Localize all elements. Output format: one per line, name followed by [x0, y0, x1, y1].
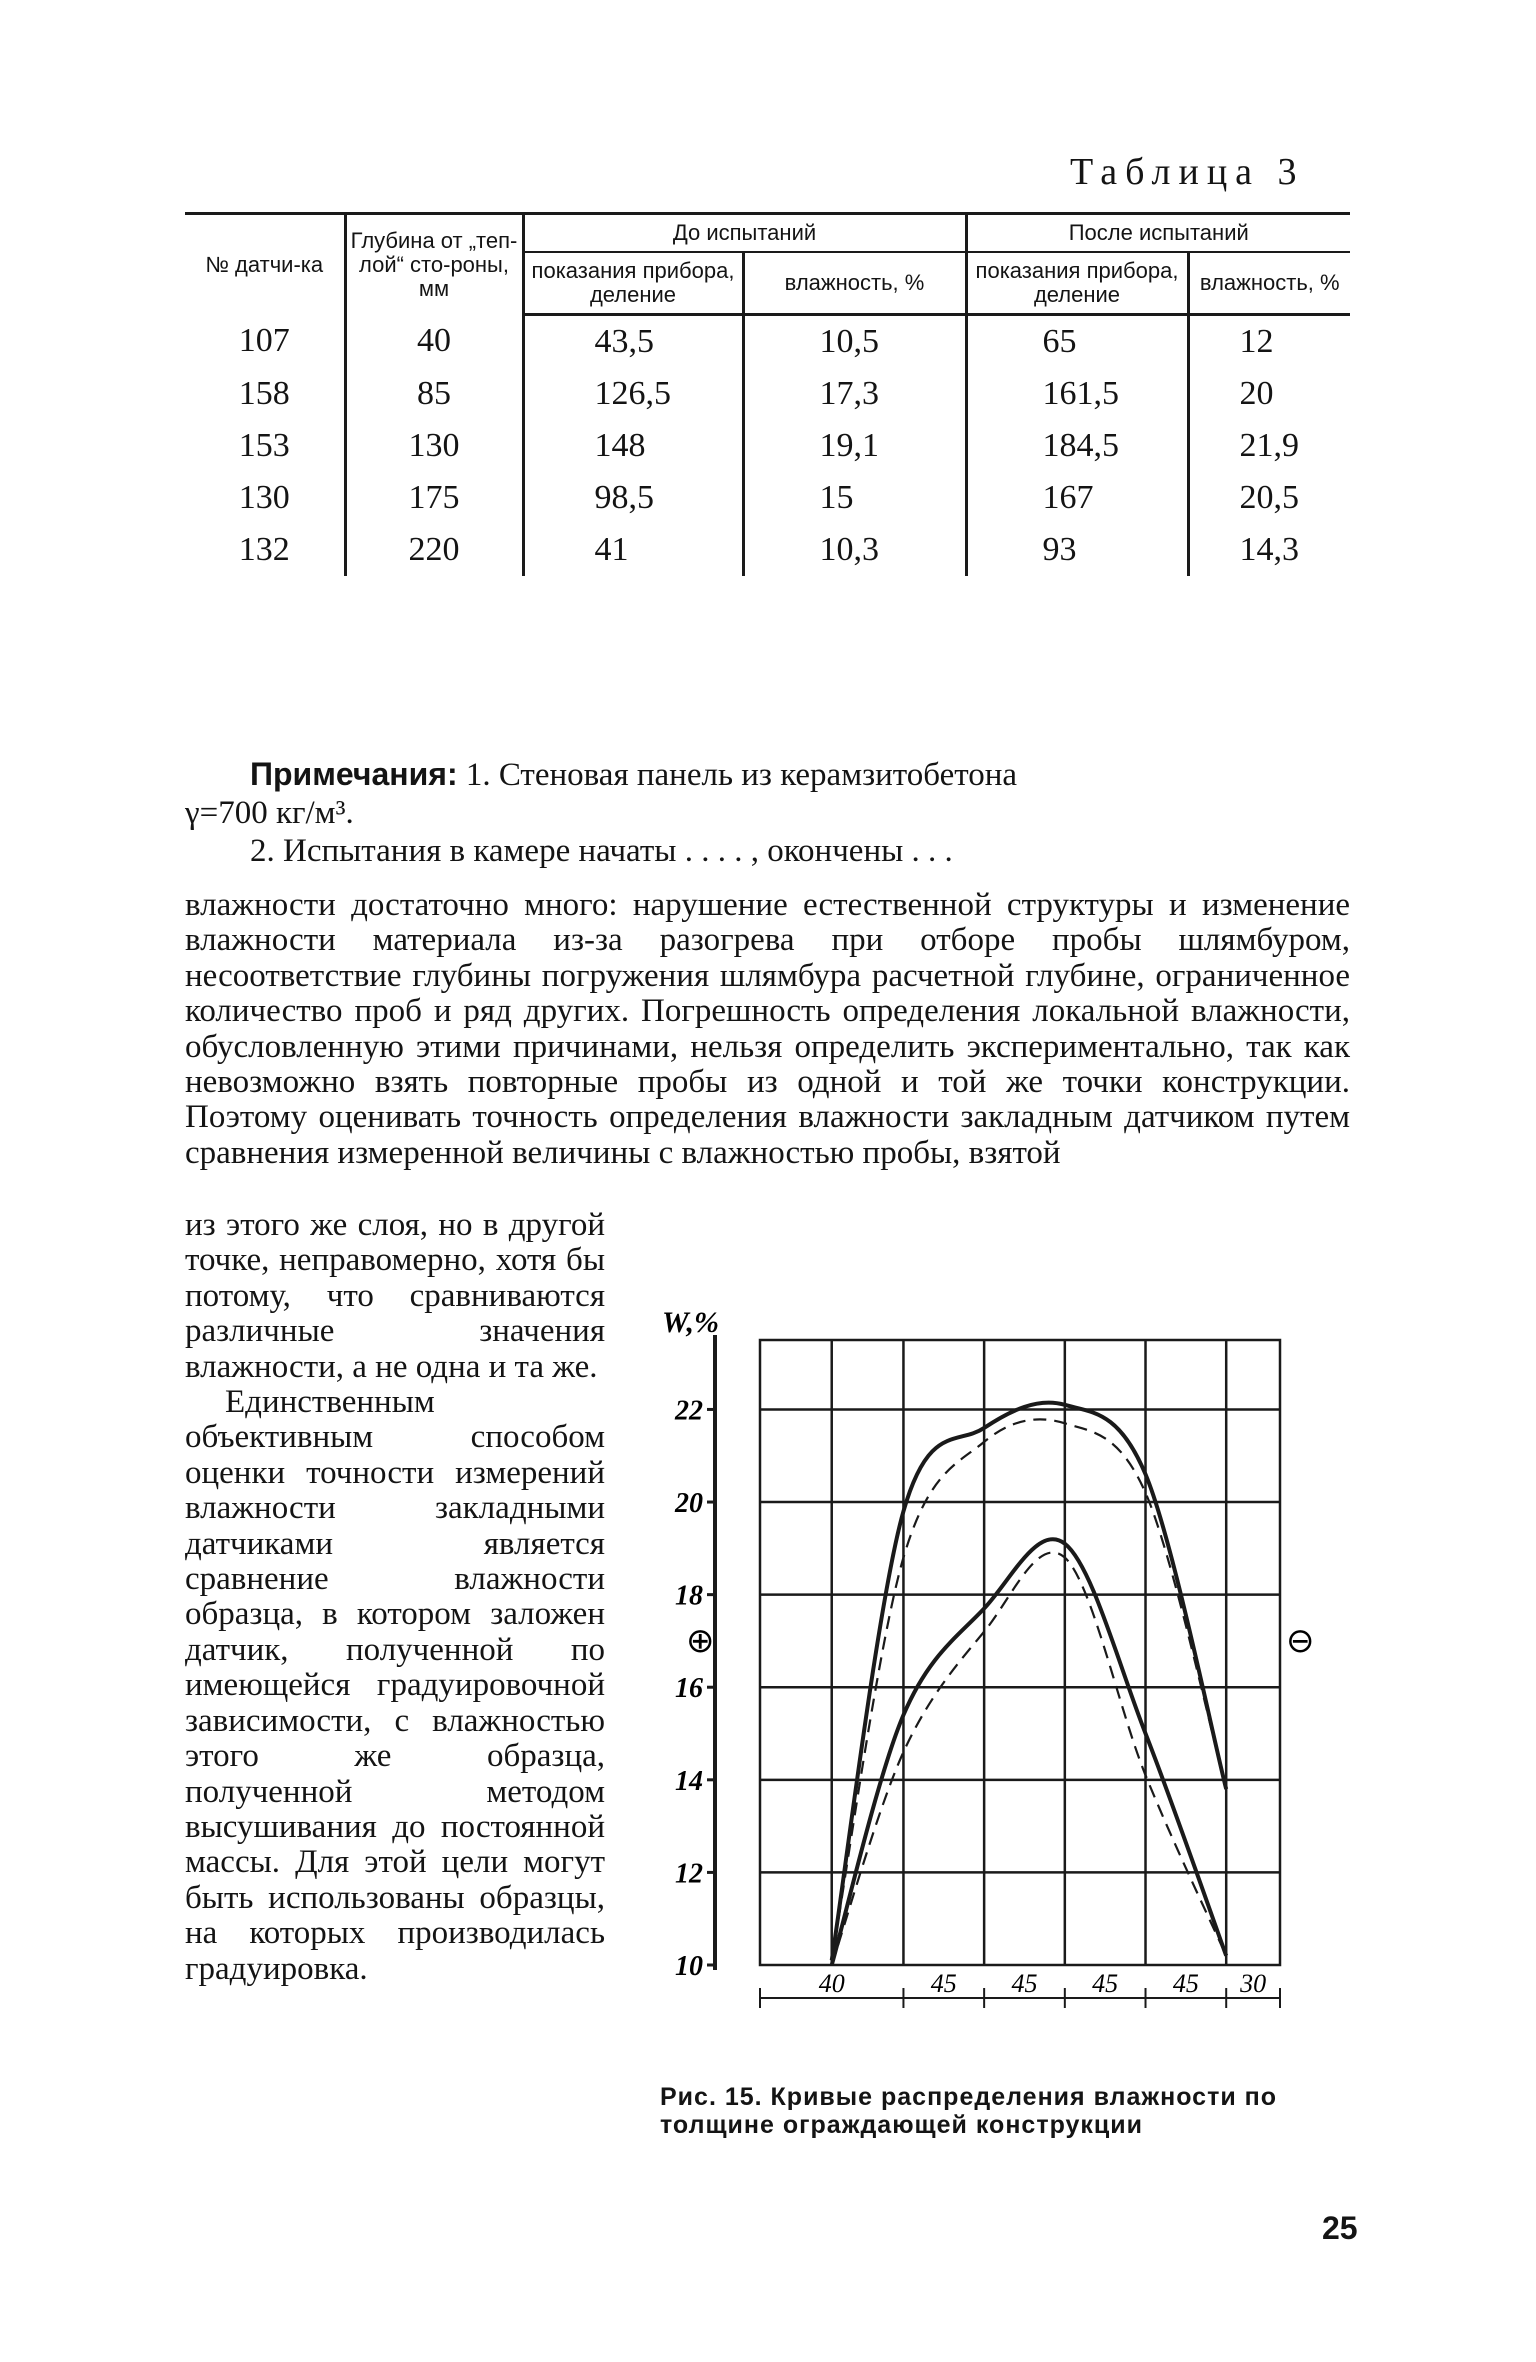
cell-reading-before: 41 [523, 524, 743, 576]
cell-reading-before: 126,5 [523, 368, 743, 420]
data-table [185, 212, 1350, 576]
cell-moisture-after: 20 [1188, 368, 1350, 420]
cell-moisture-after: 21,9 [1188, 420, 1350, 472]
header-reading-before: показания прибора, деление [523, 252, 743, 315]
y-tick-label: 16 [675, 1673, 703, 1705]
cell-reading-after: 167 [966, 472, 1188, 524]
header-after-tests: После испытаний [966, 214, 1350, 253]
dimension-label: 45 [930, 1969, 957, 1998]
table-caption: Таблица 3 [1070, 151, 1305, 193]
cell-reading-after: 65 [966, 315, 1188, 369]
body-paragraph: влажности достаточно много: нарушение естественной структуры и изменение влажности материала из-за разогрева при отборе пробы шлямбуром, несоответствие глубины погружения шлямбура расчетной глубине, ограниченное количество проб и ряд других. Погрешность определения локальной влажности, обусловленную этими причинами, нельзя определить экспериментально, так как невозможно взять повторные пробы из одной и той же точки конструкции. Поэтому оценивать точность определения влажности закладным датчиком путем сравнения измеренной величины с влажностью пробы, взятой [185, 887, 1350, 1171]
table-row [185, 524, 1350, 576]
header-depth: Глубина от „теп-лой“ сто-роны, мм [345, 214, 523, 315]
dimension-label: 30 [1240, 1969, 1267, 1998]
dimension-label: 45 [1011, 1969, 1038, 1998]
cell-reading-before: 148 [523, 420, 743, 472]
cell-sensor: 107 [238, 322, 290, 360]
header-sensor-no: № датчи-ка [185, 214, 345, 315]
cell-moisture-before: 10,3 [743, 524, 966, 576]
cell-reading-after: 161,5 [966, 368, 1188, 420]
cell-moisture-before: 10,5 [743, 315, 966, 369]
cell-reading-after: 93 [966, 524, 1188, 576]
header-moisture-before: влажность, % [743, 252, 966, 315]
cell-reading-before: 43,5 [523, 315, 743, 369]
plus-sign-icon: ⊕ [686, 1621, 715, 1661]
table-row [185, 315, 1350, 369]
cell-moisture-after: 20,5 [1188, 472, 1350, 524]
y-tick-label: 18 [675, 1580, 703, 1612]
note-1: 1. Стеновая панель из керамзитобетона [465, 757, 1018, 793]
note-1-continuation: γ=700 кг/м³. [185, 795, 354, 831]
cell-depth: 220 [345, 524, 523, 576]
table-notes [185, 755, 1300, 870]
header-moisture-after: влажность, % [1188, 252, 1350, 315]
cell-moisture-before: 19,1 [743, 420, 966, 472]
y-tick-label: 14 [675, 1765, 703, 1797]
y-tick-label: 22 [675, 1395, 703, 1427]
note-2: 2. Испытания в камере начаты . . . . , окончены . . . [250, 833, 953, 869]
cell-reading-before: 98,5 [523, 472, 743, 524]
page-number: 25 [1322, 2210, 1358, 2246]
cell-moisture-before: 17,3 [743, 368, 966, 420]
cell-sensor: 153 [238, 427, 290, 464]
curve-dashed [832, 1552, 1226, 1965]
table-row [185, 472, 1350, 524]
dimension-label: 40 [818, 1969, 845, 1998]
minus-sign-icon: ⊖ [1286, 1621, 1315, 1661]
dimension-label: 45 [1172, 1969, 1199, 1998]
y-tick-label: 10 [675, 1951, 703, 1982]
y-axis-label: W,% [662, 1306, 719, 1339]
y-tick-label: 12 [675, 1858, 703, 1890]
table-row [185, 368, 1350, 420]
cell-sensor: 132 [238, 531, 290, 568]
cell-sensor: 158 [238, 375, 290, 412]
moisture-distribution-chart [650, 1290, 1320, 2030]
cell-moisture-after: 12 [1188, 315, 1350, 369]
curve-dashed [832, 1419, 1226, 1960]
cell-depth: 130 [345, 420, 523, 472]
cell-sensor: 130 [238, 479, 290, 516]
dimension-label: 45 [1092, 1969, 1119, 1998]
cell-depth: 40 [345, 315, 523, 369]
cell-depth: 85 [345, 368, 523, 420]
header-reading-after: показания прибора, деление [966, 252, 1188, 315]
y-tick-label: 20 [675, 1488, 703, 1520]
cell-reading-after: 184,5 [966, 420, 1188, 472]
notes-label: Примечания: [250, 756, 458, 792]
cell-depth: 175 [345, 472, 523, 524]
curve-solid [832, 1539, 1226, 1965]
side-column-text [185, 1208, 605, 1987]
side-paragraph-2: Единственным объективным способом оценки точности измерений влажности закладными датчиками является сравнение влажности образца, в котором заложен датчик, полученной по имеющейся градуировочной зависимости, с влажностью этого же образца, полученной методом высушивания до постоянной массы. Для этой цели могут быть использованы образцы, на которых производилась градуировка. [185, 1384, 605, 1987]
curve-solid [832, 1403, 1226, 1961]
header-before-tests: До испытаний [523, 214, 966, 253]
cell-moisture-after: 14,3 [1188, 524, 1350, 576]
cell-moisture-before: 15 [743, 472, 966, 524]
side-paragraph-1: из этого же слоя, но в другой точке, неправомерно, хотя бы потому, что сравниваются различные значения влажности, а не одна и та же. [185, 1207, 605, 1385]
figure-caption: Рис. 15. Кривые распределения влажности по толщине ограждающей конструкции [660, 2083, 1278, 2139]
table-row [185, 420, 1350, 472]
